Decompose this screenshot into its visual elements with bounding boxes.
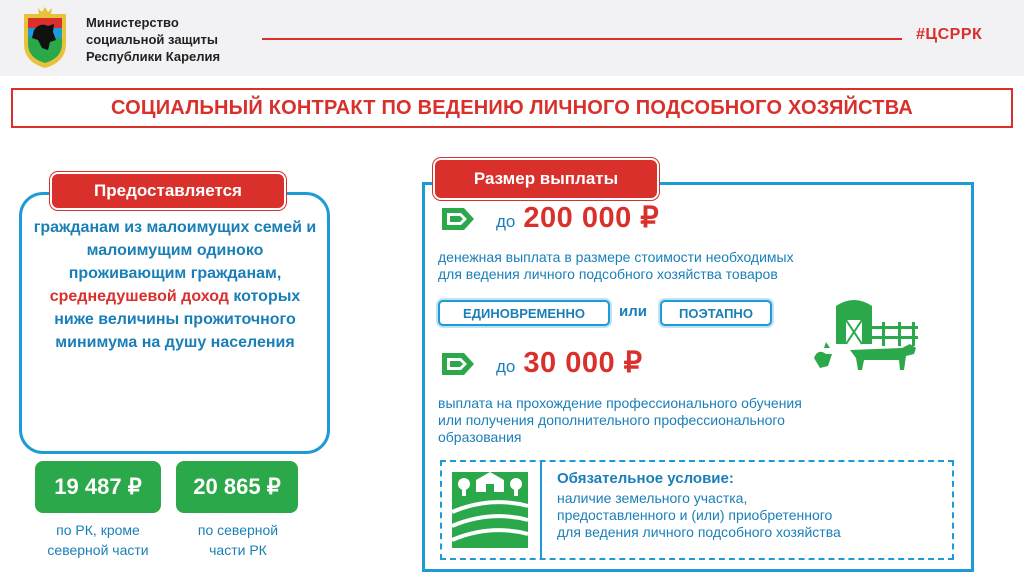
amount-prefix: до: [496, 357, 516, 376]
karelia-coat-of-arms-icon: [20, 6, 70, 70]
eligibility-text: [30, 216, 320, 354]
desc-line: образования: [438, 429, 522, 445]
condition-divider: [540, 462, 542, 558]
org-line: социальной защиты: [86, 32, 218, 47]
eligibility-text-part: которых ниже величины прожиточного минимума на душу населения: [54, 288, 301, 351]
subsistence-caption-north: [168, 520, 308, 560]
condition-line: для ведения личного подсобного хозяйства: [557, 524, 841, 540]
payment-label: Размер выплаты: [433, 158, 659, 200]
caption-line: по северной: [197, 522, 279, 538]
subsistence-amount-north: 20 865 ₽: [176, 461, 298, 513]
eligibility-text-part: гражданам из малоимущих семей и малоимущим одиноко проживающим гражданам,: [33, 219, 317, 282]
amount-value: 30 000 ₽: [523, 347, 643, 379]
header: [0, 0, 1024, 76]
option-or: или: [619, 303, 647, 320]
condition-title: Обязательное условие:: [557, 470, 734, 487]
title-banner: [11, 88, 1013, 128]
condition-text: [557, 490, 841, 541]
desc-line: денежная выплата в размере стоимости необходимых: [438, 249, 794, 265]
caption-line: части РК: [209, 542, 267, 558]
payment-amount-1: [496, 200, 659, 235]
organization-name: [86, 14, 220, 65]
tag-icon: [440, 351, 476, 377]
amount-prefix: до: [496, 212, 516, 231]
hashtag: #ЦСРРК: [916, 26, 983, 43]
eligibility-highlight: среднедушевой доход: [49, 288, 229, 305]
condition-line: наличие земельного участка,: [557, 490, 748, 506]
org-line: Республики Карелия: [86, 49, 221, 64]
page-title: СОЦИАЛЬНЫЙ КОНТРАКТ ПО ВЕДЕНИЮ ЛИЧНОГО ПОДСОБНОГО ХОЗЯЙСТВА: [111, 96, 913, 119]
land-plot-icon: [450, 470, 530, 550]
farm-barn-cow-icon: [806, 296, 922, 376]
caption-line: северной части: [47, 542, 149, 558]
header-divider: [262, 38, 902, 40]
tag-icon: [440, 206, 476, 232]
condition-line: предоставленного и (или) приобретенного: [557, 507, 833, 523]
desc-line: выплата на прохождение профессионального обучения: [438, 395, 802, 411]
eligibility-label: Предоставляется: [50, 172, 286, 210]
payment-amount-2: [496, 345, 643, 380]
subsistence-amount-south: 19 487 ₽: [35, 461, 161, 513]
subsistence-caption-south: [28, 520, 168, 560]
desc-line: или получения дополнительного профессионального: [438, 412, 785, 428]
org-line: Министерство: [86, 15, 179, 30]
option-stages: ПОЭТАПНО: [660, 300, 772, 326]
option-one-time: ЕДИНОВРЕМЕННО: [438, 300, 610, 326]
caption-line: по РК, кроме: [56, 522, 140, 538]
payment-description-1: [438, 249, 794, 283]
payment-description-2: [438, 395, 802, 446]
amount-value: 200 000 ₽: [523, 202, 660, 234]
desc-line: для ведения личного подсобного хозяйства товаров: [438, 266, 778, 282]
